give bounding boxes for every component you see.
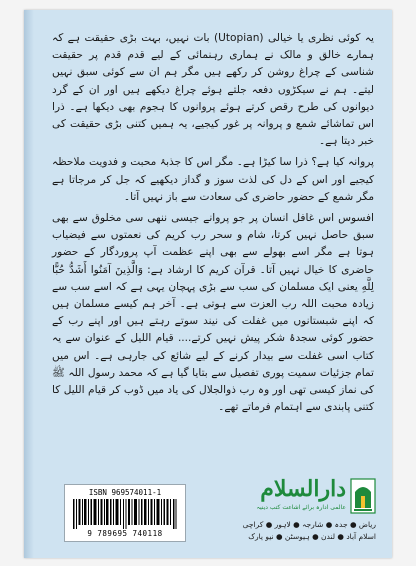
barcode-digits: 9 789695 740118 [87,529,163,538]
publisher-cities-line-1: ریاض ● جدہ ● شارجہ ● لاہور ● کراچی [242,520,376,529]
isbn-label: ISBN 969574011-1 [88,488,162,497]
barcode-icon [73,499,177,529]
paragraph-1: یہ کوئی نظری یا خیالی (Utopian) بات نہیں، بہت بڑی حقیقت ہے کہ ہمارے خالق و مالک نے ہماری رہنمائی کے لیے قدم قدم پر حقیقت شناسی کے چراغ روشن کر رکھے ہیں مگر ہم ان سے کوئی سبق نہیں لیتے۔ ہم نے سیکڑوں دفعہ جلتے ہوئے چراغ دیکھے ہیں اور ان کے گرد دیوانوں کی طرح رقص کرتے ہوئے پروانوں کا ہجوم بھی دیکھا ہے۔ ذرا اس تماشائے شمع و پروانہ پر غور کیجیے، یہ ہمیں کتنی بڑی حقیقت کی خبر دیتا ہے۔ [52,32,374,148]
publisher-name: دارالسلام [260,476,346,502]
back-cover-text [52,30,374,420]
publisher-tagline: عالمی ادارہ برائے اشاعت کتب دینیہ [256,504,346,511]
spine-edge [24,10,34,558]
isbn-barcode-box [64,484,186,542]
publisher-block [236,476,376,546]
paragraph-2: پروانہ کیا ہے؟ ذرا سا کیڑا ہے۔ مگر اس کا جذبۂ محبت و فدویت ملاحظہ کیجیے اور اس کے دل کی لذت سوز و گداز دیکھیے کہ جل کر مرجاتا ہے مگر شمع کے حضور حاضری کی سعادت سے باز نہیں آتا۔ [52,156,374,203]
publisher-cities-line-2: اسلام آباد ● لندن ● ہیوسٹن ● نیو یارک [248,532,376,541]
darussalam-logo-icon [350,478,376,514]
paragraph-3: افسوس اس غافل انسان پر جو پروانے جیسی ننھی سی مخلوق سے بھی سبق حاصل نہیں کرتا، شام و سحر رب کریم کی نعمتوں سے فیضیاب ہوتا ہے مگر اسے بھولے سے بھی اپنے عظمت آپ پروردگار کے حضور حاضری کا خیال نہیں آتا۔ قرآن کریم کا ارشاد ہے: وَالَّذِينَ آمَنُوا أَشَدُّ حُبًّا لِلَّهِ یعنی ایک مسلمان کی سب سے بڑی پہچان یہی ہے کہ اسے سب سے زیادہ محبت اللہ رب العزت سے ہوتی ہے۔ آخر ہم کیسے مسلمان ہیں کہ اپنے شبستانوں میں غفلت کی نیند سوتے رہتے ہیں اور اپنے رب کے حضور کوئی سجدۂ شکر پیش نہیں کرتے.... قیام اللیل کے عنوان سے یہ کتاب اسی غفلت سے بیدار کرنے کے لیے شائع کی جارہی ہے۔ اس میں تمام جزئیات سمیت پوری تفصیل سے بتایا گیا ہے کہ محمد رسول اللہ ﷺ کی نماز کیسی تھی اور وہ رب ذوالجلال کی یاد میں ڈوب کر قیام اللیل کا کتنی پابندی سے اہتمام فرماتے تھے۔ [52,212,374,414]
